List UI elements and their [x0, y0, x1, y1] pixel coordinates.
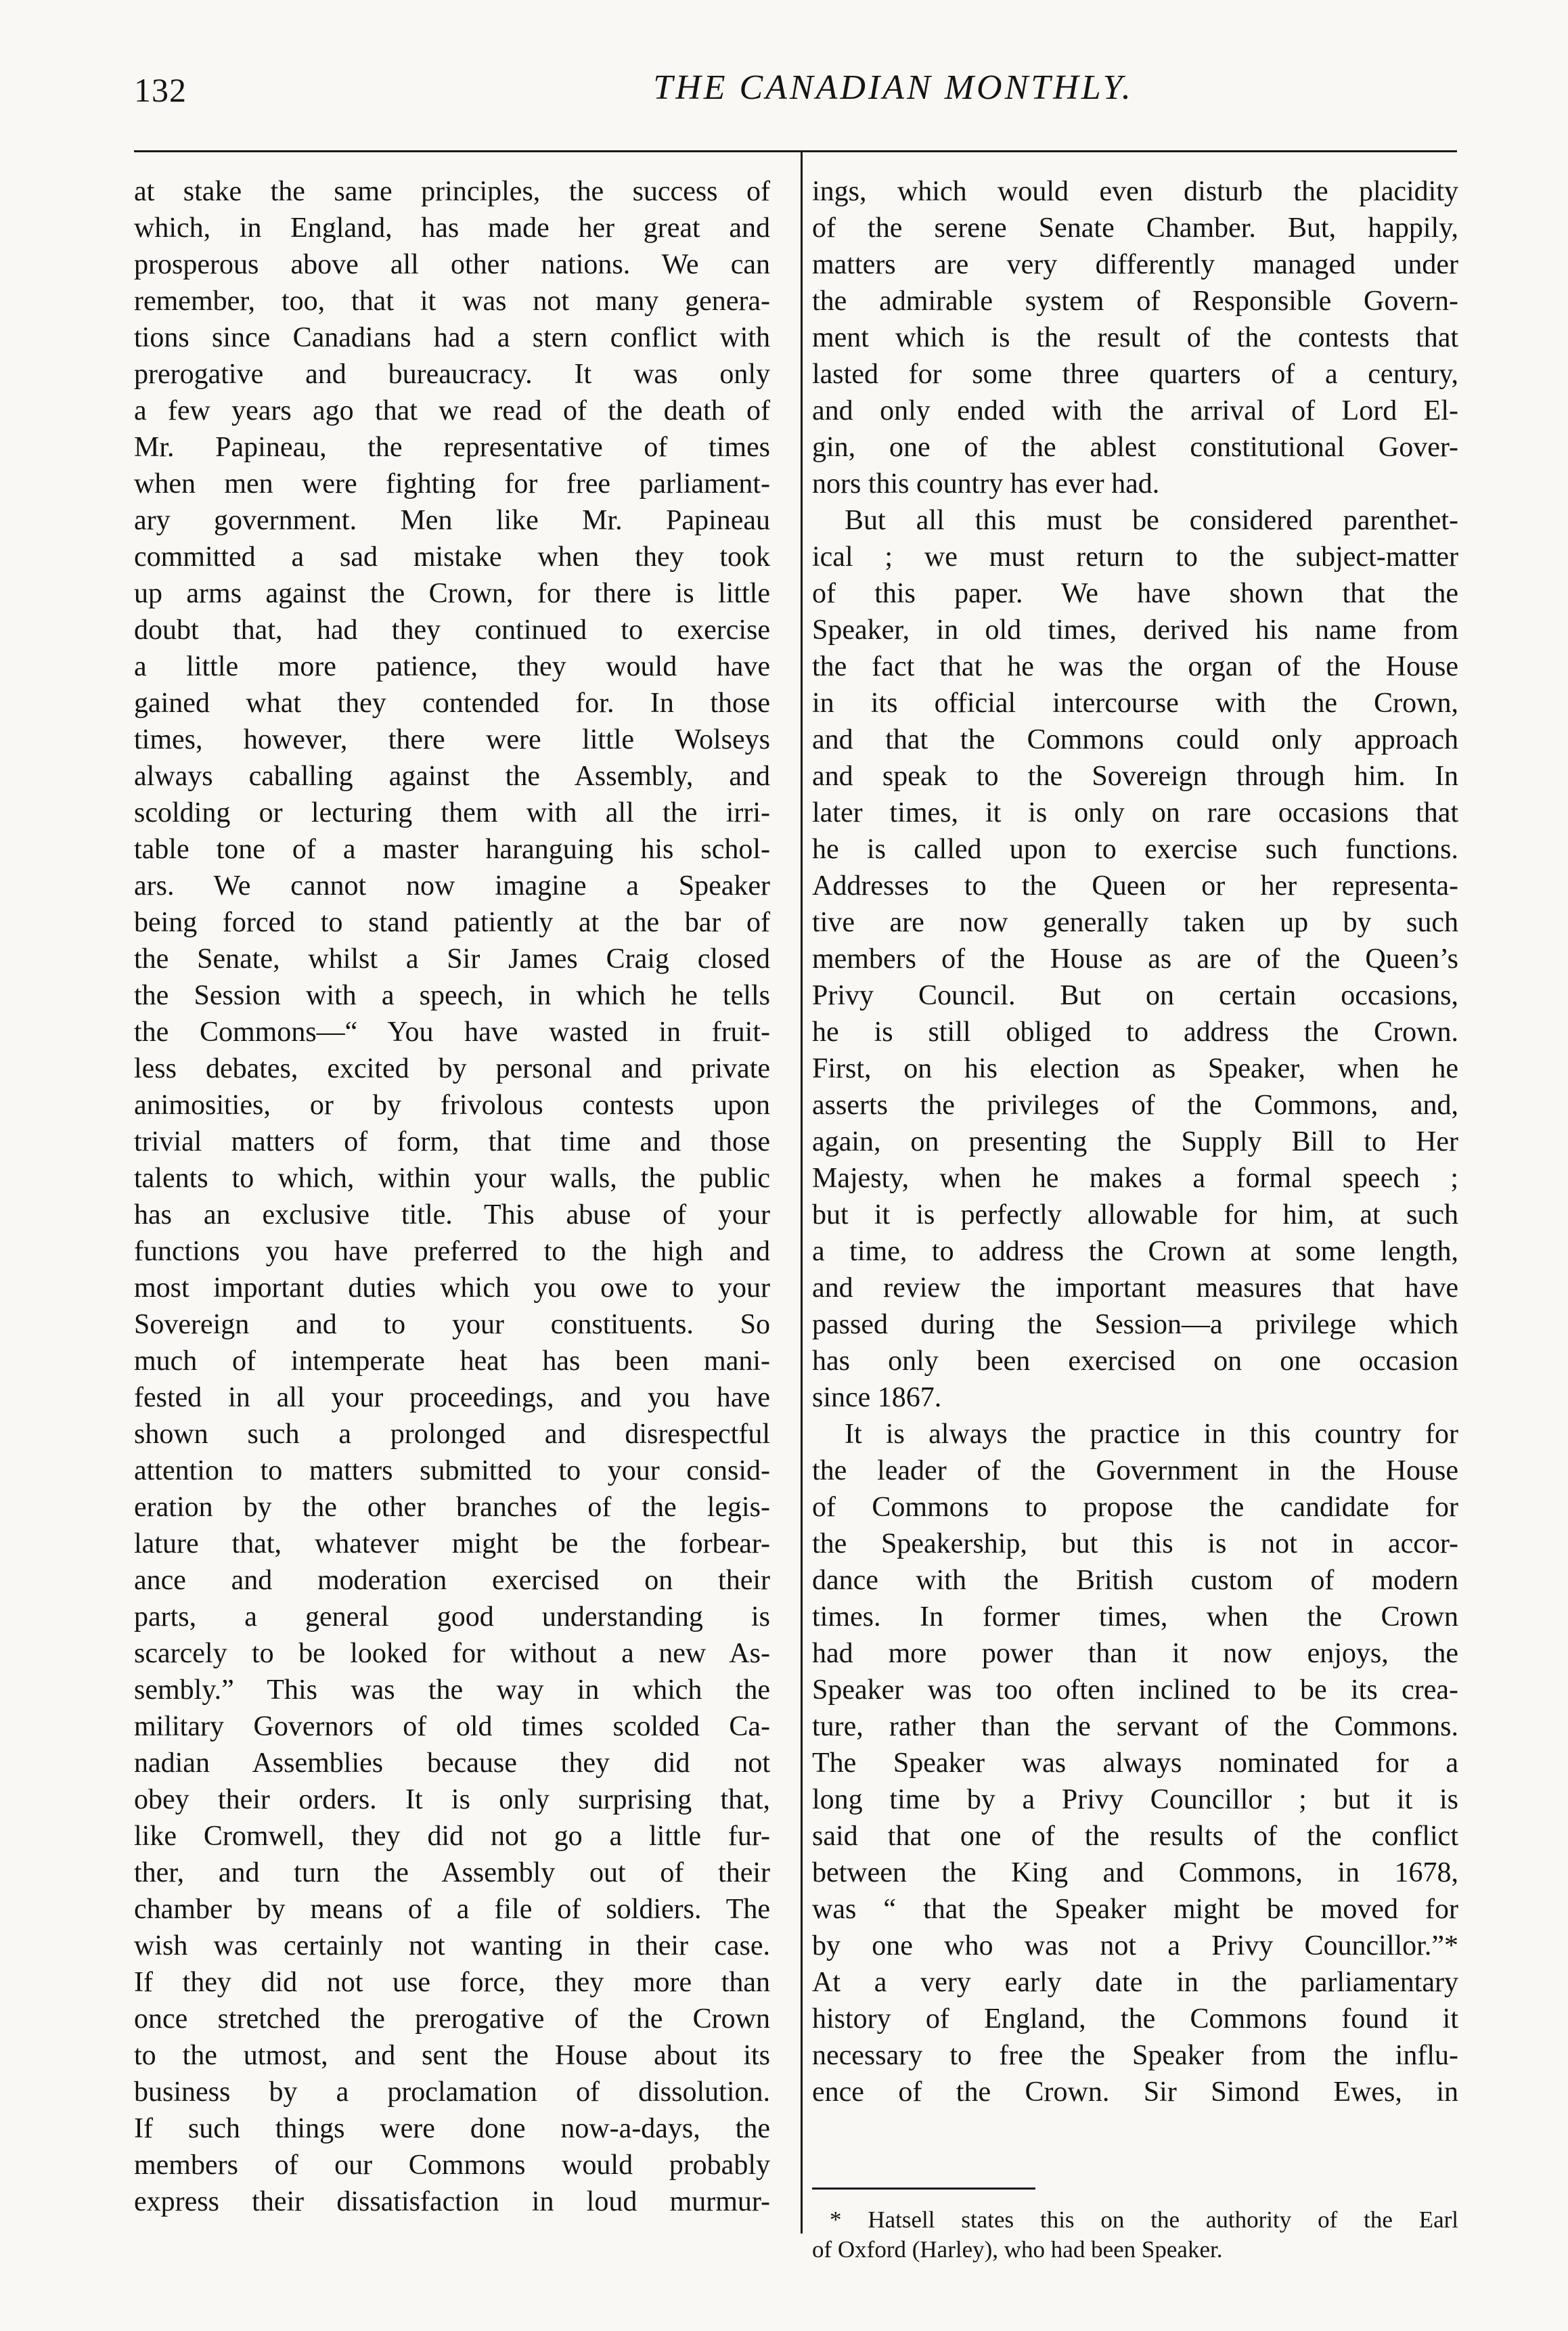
text-line: If such things were done now-a-days, the [134, 2113, 770, 2144]
text-line: scarcely to be looked for without a new As- [134, 1638, 770, 1669]
text-line: and speak to the Sovereign through him. In [812, 761, 1458, 792]
text-line: business by a proclamation of dissolution. [134, 2077, 770, 2108]
text-line: which, in England, has made her great and [134, 213, 770, 244]
text-line: functions you have preferred to the high and [134, 1236, 770, 1267]
text-line: Speaker was too often inclined to be its crea- [812, 1674, 1458, 1706]
text-line: between the King and Commons, in 1678, [812, 1857, 1458, 1888]
text-line: always caballing against the Assembly, and [134, 761, 770, 792]
right-column [812, 173, 1458, 2110]
text-line: remember, too, that it was not many genera- [134, 286, 770, 317]
text-line: of this paper. We have shown that the [812, 578, 1458, 609]
text-line: prosperous above all other nations. We can [134, 249, 770, 280]
text-line: the Speakership, but this is not in accor- [812, 1528, 1458, 1559]
text-line: ings, which would even disturb the placidity [812, 176, 1458, 207]
text-line: Sovereign and to your constituents. So [134, 1309, 770, 1340]
text-line: by one who was not a Privy Councillor.”* [812, 1930, 1458, 1961]
text-line: nors this country has ever had. [812, 468, 1160, 500]
text-line: and only ended with the arrival of Lord El- [812, 395, 1458, 426]
text-line: the Session with a speech, in which he tells [134, 980, 770, 1011]
text-line: At a very early date in the parliamentary [812, 1967, 1458, 1998]
header-rule [134, 150, 1457, 152]
text-line: Privy Council. But on certain occasions, [812, 980, 1458, 1011]
text-line: long time by a Privy Councillor ; but it is [812, 1784, 1458, 1815]
text-line: of the serene Senate Chamber. But, happily, [812, 213, 1458, 244]
text-line: obey their orders. It is only surprising that, [134, 1784, 770, 1815]
text-line: attention to matters submitted to your consid- [134, 1455, 770, 1486]
text-line: matters are very differently managed under [812, 249, 1458, 280]
text-line: he is still obliged to address the Crown. [812, 1017, 1458, 1048]
column-divider [801, 152, 803, 2234]
text-line: members of our Commons would probably [134, 2150, 770, 2181]
text-line: like Cromwell, they did not go a little fur- [134, 1821, 770, 1852]
text-line: doubt that, had they continued to exercise [134, 615, 770, 646]
text-line: Addresses to the Queen or her representa- [812, 870, 1458, 902]
text-line: has an exclusive title. This abuse of your [134, 1199, 770, 1230]
text-line: of Commons to propose the candidate for [812, 1492, 1458, 1523]
text-line: ture, rather than the servant of the Commons. [812, 1711, 1458, 1742]
text-line: animosities, or by frivolous contests upon [134, 1090, 770, 1121]
text-line: was “ that the Speaker might be moved for [812, 1894, 1458, 1925]
text-line: If they did not use force, they more than [134, 1967, 770, 1998]
footnote-line: of Oxford (Harley), who had been Speaker. [812, 2236, 1223, 2263]
text-line: times, however, there were little Wolseys [134, 724, 770, 755]
text-line: tive are now generally taken up by such [812, 907, 1458, 938]
text-line: ary government. Men like Mr. Papineau [134, 505, 770, 536]
text-line: lature that, whatever might be the forbear- [134, 1528, 770, 1559]
text-line: later times, it is only on rare occasions that [812, 797, 1458, 828]
text-line: gin, one of the ablest constitutional Gover- [812, 432, 1458, 463]
text-line: but it is perfectly allowable for him, at such [812, 1199, 1458, 1230]
text-line: ment which is the result of the contests that [812, 322, 1458, 353]
text-line: had more power than it now enjoys, the [812, 1638, 1458, 1669]
text-line: the Commons—“ You have wasted in fruit- [134, 1017, 770, 1048]
text-line: Speaker, in old times, derived his name from [812, 615, 1458, 646]
page-number: 132 [134, 71, 187, 109]
text-line: times. In former times, when the Crown [812, 1601, 1458, 1633]
text-line: Mr. Papineau, the representative of times [134, 432, 770, 463]
footnote-rule [812, 2188, 1035, 2190]
text-line: to the utmost, and sent the House about its [134, 2040, 770, 2071]
text-line: he is called upon to exercise such functions. [812, 834, 1458, 865]
text-line: table tone of a master haranguing his schol- [134, 834, 770, 865]
text-line: being forced to stand patiently at the bar of [134, 907, 770, 938]
text-line: the admirable system of Responsible Govern- [812, 286, 1458, 317]
text-line: shown such a prolonged and disrespectful [134, 1419, 770, 1450]
text-line: a time, to address the Crown at some length, [812, 1236, 1458, 1267]
footnote [812, 2205, 1458, 2265]
text-line: passed during the Session—a privilege which [812, 1309, 1458, 1340]
text-line: has only been exercised on one occasion [812, 1346, 1458, 1377]
text-line: fested in all your proceedings, and you have [134, 1382, 770, 1413]
text-line: less debates, excited by personal and private [134, 1053, 770, 1084]
text-line: necessary to free the Speaker from the influ- [812, 2040, 1458, 2071]
text-line: trivial matters of form, that time and those [134, 1126, 770, 1157]
text-line: dance with the British custom of modern [812, 1565, 1458, 1596]
text-line: history of England, the Commons found it [812, 2003, 1458, 2035]
text-line: sembly.” This was the way in which the [134, 1674, 770, 1706]
text-line: parts, a general good understanding is [134, 1601, 770, 1633]
text-line: military Governors of old times scolded Ca- [134, 1711, 770, 1742]
text-line: and review the important measures that have [812, 1272, 1458, 1304]
paragraph-start: But all this must be considered parenthet- [845, 505, 1458, 536]
text-line: eration by the other branches of the legis- [134, 1492, 770, 1523]
text-line: asserts the privileges of the Commons, and, [812, 1090, 1458, 1121]
text-line: Majesty, when he makes a formal speech ; [812, 1163, 1458, 1194]
text-line: most important duties which you owe to your [134, 1272, 770, 1304]
text-line: much of intemperate heat has been mani- [134, 1346, 770, 1377]
text-line: express their dissatisfaction in loud murmur- [134, 2186, 770, 2217]
text-line: a little more patience, they would have [134, 651, 770, 682]
text-line: the fact that he was the organ of the House [812, 651, 1458, 682]
text-line: members of the House as are of the Queen’s [812, 944, 1458, 975]
text-line: said that one of the results of the conflict [812, 1821, 1458, 1852]
text-line: talents to which, within your walls, the public [134, 1163, 770, 1194]
footnote-line: * Hatsell states this on the authority of the Earl [830, 2206, 1458, 2233]
text-line: gained what they contended for. In those [134, 688, 770, 719]
text-line: nadian Assemblies because they did not [134, 1748, 770, 1779]
paragraph-start: It is always the practice in this country for [845, 1419, 1458, 1450]
text-line: a few years ago that we read of the death of [134, 395, 770, 426]
text-line: once stretched the prerogative of the Crown [134, 2003, 770, 2035]
text-line: wish was certainly not wanting in their case. [134, 1930, 770, 1961]
text-line: The Speaker was always nominated for a [812, 1748, 1458, 1779]
text-line: scolding or lecturing them with all the irri- [134, 797, 770, 828]
left-column [134, 173, 770, 2220]
text-line: up arms against the Crown, for there is little [134, 578, 770, 609]
text-line: ars. We cannot now imagine a Speaker [134, 870, 770, 902]
running-head: THE CANADIAN MONTHLY. [653, 68, 1134, 107]
text-line: chamber by means of a file of soldiers. The [134, 1894, 770, 1925]
text-line: the Senate, whilst a Sir James Craig closed [134, 944, 770, 975]
text-line: ance and moderation exercised on their [134, 1565, 770, 1596]
text-line: committed a sad mistake when they took [134, 541, 770, 573]
text-line: when men were fighting for free parliament- [134, 468, 770, 500]
text-line: lasted for some three quarters of a century, [812, 359, 1458, 390]
text-line: again, on presenting the Supply Bill to Her [812, 1126, 1458, 1157]
text-line: the leader of the Government in the House [812, 1455, 1458, 1486]
text-line: in its official intercourse with the Crown, [812, 688, 1458, 719]
text-line: First, on his election as Speaker, when he [812, 1053, 1458, 1084]
text-line: ence of the Crown. Sir Simond Ewes, in [812, 2077, 1458, 2108]
text-line: ther, and turn the Assembly out of their [134, 1857, 770, 1888]
text-line: prerogative and bureaucracy. It was only [134, 359, 770, 390]
text-line: since 1867. [812, 1382, 942, 1413]
text-line: tions since Canadians had a stern conflict with [134, 322, 770, 353]
text-line: at stake the same principles, the success of [134, 176, 770, 207]
text-line: ical ; we must return to the subject-matter [812, 541, 1458, 573]
text-line: and that the Commons could only approach [812, 724, 1458, 755]
